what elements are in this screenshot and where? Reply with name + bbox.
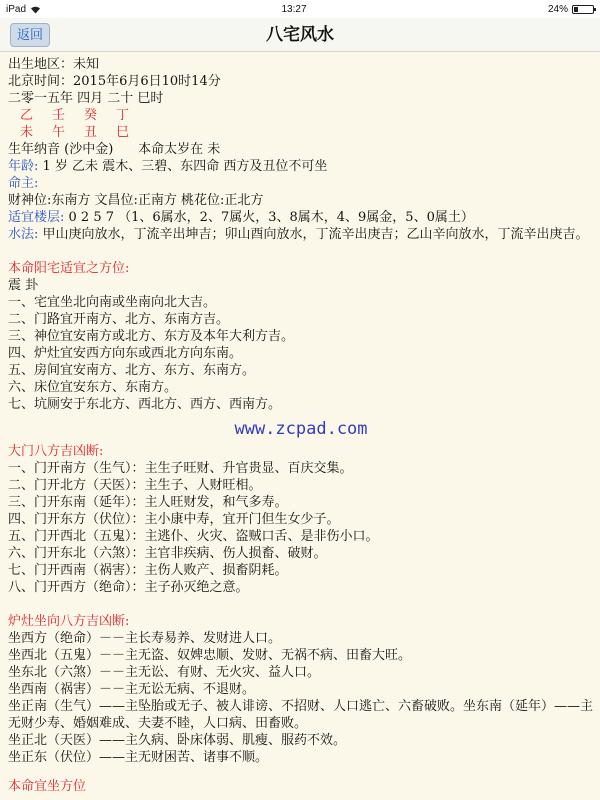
list-item: 七、门开西南（祸害）：主伤人败产、损畜阴耗。 bbox=[8, 563, 288, 578]
status-left bbox=[6, 4, 40, 15]
list-item: 四、门开东方（伏位）：主小康中寿，宜开门但生女少子。 bbox=[8, 512, 340, 527]
nayin: 生年纳音 (沙中金) 本命太岁在 未 bbox=[8, 142, 221, 157]
list-item: 五、房间宜安南方、北方、东方、东南方。 bbox=[8, 363, 256, 378]
branch-hour: 巳 bbox=[116, 125, 130, 140]
list-item: 三、门开东南（延年）：主人旺财发，和气多寿。 bbox=[8, 495, 288, 510]
list-item: 七、坑厕安于东北方、西北方、西方、西南方。 bbox=[8, 397, 282, 412]
door-heading: 大门八方吉凶断: bbox=[8, 444, 104, 459]
list-item: 六、门开东北（六煞）：主官非疾病、伤人损畜、破财。 bbox=[8, 546, 327, 561]
device-label: iPad bbox=[6, 3, 27, 15]
page-title: 八宅风水 bbox=[266, 25, 334, 45]
list-item: 一、宅宜坐北向南或坐南向北大吉。 bbox=[8, 295, 217, 310]
next-heading-partial: 本命宜坐方位 bbox=[8, 779, 87, 794]
list-item: 六、床位宜安东方、东南方。 bbox=[8, 380, 178, 395]
water-label: 水法: bbox=[8, 227, 39, 242]
list-item: 坐西北（五鬼）－－主无盗、奴婢忠顺、发财、无祸不病、田畜大旺。 bbox=[8, 648, 412, 663]
wifi-icon bbox=[30, 5, 40, 13]
list-item: 八、门开西方（绝命）：主子孙灭绝之意。 bbox=[8, 580, 249, 595]
ming-zhu: 命主: bbox=[8, 176, 39, 191]
stem-hour: 丁 bbox=[116, 108, 130, 123]
list-item: 坐正南（生气）——主坠胎或无子、被人诽谤、不招财、人口逃亡、六畜破败。坐东南（延年）——主无财少寿、婚姻难成、夫妻不睦，人口病、田畜败。 bbox=[8, 699, 594, 731]
heavenly-stems bbox=[8, 107, 594, 124]
clock: 13:27 bbox=[281, 3, 307, 15]
battery-level bbox=[574, 7, 578, 12]
list-item: 五、门开西北（五鬼）：主逃仆、火灾、盗贼口舌、是非伤小口。 bbox=[8, 529, 379, 544]
house-gua: 震 卦 bbox=[8, 278, 39, 293]
stem-year: 乙 bbox=[20, 108, 34, 123]
main-content bbox=[8, 56, 594, 794]
list-item: 一、门开南方（生气）：主生子旺财、升官贵显、百庆交集。 bbox=[8, 461, 353, 476]
list-item: 坐东北（六煞）－－主无讼、有财、无火灾、益人口。 bbox=[8, 665, 321, 680]
house-heading: 本命阳宅适宜之方位: bbox=[8, 261, 130, 276]
age-line bbox=[8, 158, 594, 175]
list-item: 三、神位宜安南方或北方、东方及本年大利方吉。 bbox=[8, 329, 295, 344]
watermark: www.zcpad.com bbox=[234, 419, 368, 439]
list-item: 坐西南（祸害）－－主无讼无病、不退财。 bbox=[8, 682, 256, 697]
beijing-time: 北京时间：2015年6月6日10时14分 bbox=[8, 74, 221, 89]
list-item: 二、门路宜开南方、北方、东南方吉。 bbox=[8, 312, 230, 327]
floors-value: 0 2 5 7 （1、6属水，2、7属火，3、8属木，4、9属金，5、0属土） bbox=[64, 210, 474, 225]
birthplace: 出生地区：未知 bbox=[8, 57, 100, 72]
water-line bbox=[8, 226, 594, 243]
earthly-branches bbox=[8, 124, 594, 141]
back-button[interactable]: 返回 bbox=[10, 23, 50, 47]
battery-icon bbox=[572, 5, 594, 14]
water-value: 甲山庚向放水，丁流辛出坤吉；卯山酉向放水，丁流辛出庚吉；乙山辛向放水，丁流辛出庚吉。 bbox=[38, 227, 589, 242]
branch-day: 丑 bbox=[84, 125, 98, 140]
list-item: 坐西方（绝命）－－主长寿易养、发财进人口。 bbox=[8, 631, 282, 646]
list-item: 坐正北（天医）——主久病、卧床体弱、肌瘦、服药不效。 bbox=[8, 733, 347, 748]
branch-month: 午 bbox=[52, 125, 66, 140]
floors-line bbox=[8, 209, 594, 226]
status-right bbox=[548, 4, 594, 15]
branch-year: 未 bbox=[20, 125, 34, 140]
stem-day: 癸 bbox=[84, 108, 98, 123]
age-label: 年龄: bbox=[8, 159, 39, 174]
wealth-positions: 财神位:东南方 文昌位:正南方 桃花位:正北方 bbox=[8, 193, 264, 208]
stem-month: 壬 bbox=[52, 108, 66, 123]
list-item: 坐正东（伏位）——主无财困苦、诸事不顺。 bbox=[8, 750, 269, 765]
stove-heading: 炉灶坐向八方吉凶断: bbox=[8, 614, 130, 629]
floors-label: 适宜楼层: bbox=[8, 210, 65, 225]
age-value: 1 岁 乙未 震木、三碧、东四命 西方及丑位不可坐 bbox=[38, 159, 328, 174]
list-item: 二、门开北方（天医）：主生子、人财旺相。 bbox=[8, 478, 262, 493]
battery-percent: 24% bbox=[547, 3, 568, 15]
nav-bar bbox=[0, 18, 600, 52]
list-item: 四、炉灶宜安西方向东或西北方向东南。 bbox=[8, 346, 243, 361]
lunar-date: 二零一五年 四月 二十 巳时 bbox=[8, 91, 164, 106]
status-bar bbox=[0, 0, 600, 18]
